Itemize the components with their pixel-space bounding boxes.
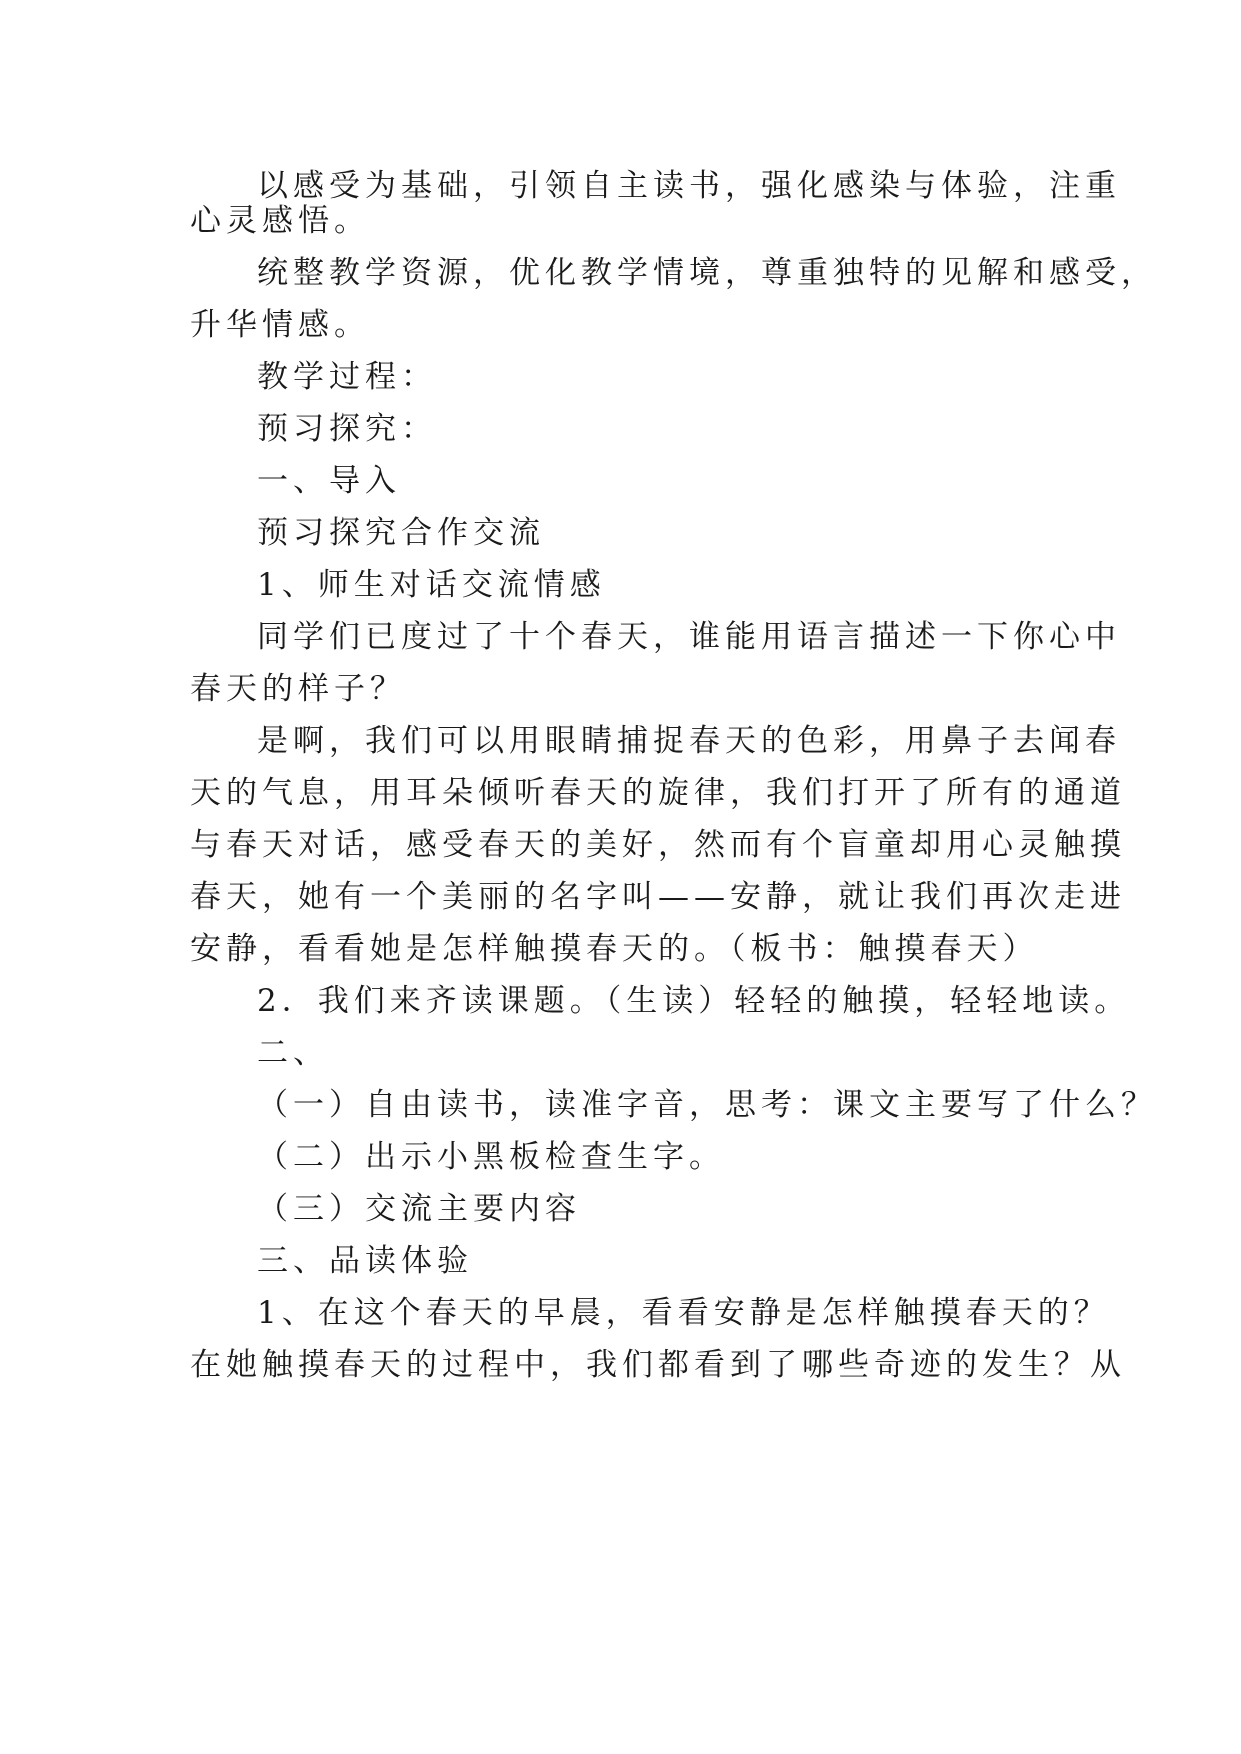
paragraph-line: 是啊，我们可以用眼睛捕捉春天的色彩，用鼻子去闻春 [257, 723, 1121, 759]
paragraph-line: 安静，看看她是怎样触摸春天的。（板书：触摸春天） [190, 931, 1039, 967]
section-heading: 教学过程： [257, 359, 437, 395]
section-heading: 预习探究： [257, 411, 437, 447]
paragraph-line: 统整教学资源，优化教学情境，尊重独特的见解和感受， [257, 255, 1157, 291]
paragraph-line: 与春天对话，感受春天的美好，然而有个盲童却用心灵触摸 [190, 827, 1126, 863]
list-item: （一）自由读书，读准字音，思考：课文主要写了什么？ [257, 1087, 1157, 1123]
paragraph-line: 春天，她有一个美丽的名字叫——安静，就让我们再次走进 [190, 879, 1126, 915]
section-heading: 二、 [257, 1035, 329, 1071]
list-item: 1、师生对话交流情感 [257, 567, 606, 603]
paragraph-line: 在她触摸春天的过程中，我们都看到了哪些奇迹的发生？从 [190, 1347, 1126, 1383]
paragraph-line: 以感受为基础，引领自主读书，强化感染与体验，注重 [257, 168, 1121, 204]
list-item: 2．我们来齐读课题。（生读）轻轻的触摸，轻轻地读。 [257, 983, 1131, 1019]
paragraph-line: 天的气息，用耳朵倾听春天的旋律，我们打开了所有的通道 [190, 775, 1126, 811]
paragraph-line: 升华情感。 [190, 307, 370, 343]
list-item: （三）交流主要内容 [257, 1191, 581, 1227]
list-item: 1、在这个春天的早晨，看看安静是怎样触摸春天的？ [257, 1295, 1110, 1331]
paragraph-line: 心灵感悟。 [190, 203, 370, 239]
paragraph-line: 同学们已度过了十个春天，谁能用语言描述一下你心中 [257, 619, 1121, 655]
paragraph-line: 春天的样子？ [190, 671, 406, 707]
list-item: （二）出示小黑板检查生字。 [257, 1139, 725, 1175]
paragraph-line: 预习探究合作交流 [257, 515, 545, 551]
section-heading: 一、导入 [257, 463, 401, 499]
section-heading: 三、品读体验 [257, 1243, 473, 1279]
